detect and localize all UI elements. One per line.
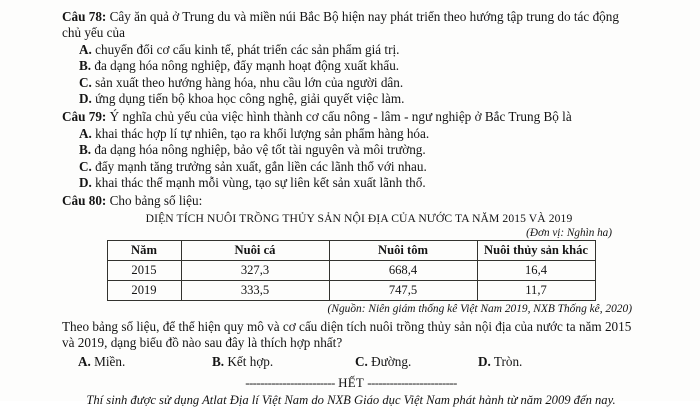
option-79-c-text: đẩy mạnh tăng trưởng sản xuất, gắn liền các lãnh thổ với nhau. — [91, 158, 427, 174]
question-80-prompt: Theo bảng số liệu, để thể hiện quy mô và cơ cấu diện tích nuôi trồng thủy sản nội địa của nước ta năm 2015 và 2019, dạng biểu đồ nào sau đây là thích hợp nhất? — [62, 318, 632, 351]
cell-shrimp-2019: 747,5 — [329, 280, 477, 300]
option-80-d[interactable] — [478, 353, 522, 370]
option-79-d[interactable] — [62, 175, 640, 191]
question-80-label: Câu 80: — [62, 193, 107, 209]
option-78-b-text: đa dạng hóa nông nghiệp, đẩy mạnh hoạt động xuất khẩu. — [91, 58, 400, 74]
option-78-a-text: chuyển đổi cơ cấu kinh tế, phát triển các sản phẩm giá trị. — [91, 41, 400, 57]
option-79-c-key: C. — [79, 158, 92, 174]
question-78-text: Cây ăn quả ở Trung du và miền núi Bắc Bộ hiện nay phát triển theo hướng tập trung do tác động chủ yếu của — [62, 9, 619, 41]
question-78-label: Câu 78: — [62, 9, 107, 24]
cell-other-2019: 11,7 — [477, 280, 595, 300]
table-header-fish: Nuôi cá — [181, 240, 329, 260]
table-header-year: Năm — [107, 240, 181, 260]
option-79-d-key: D. — [79, 175, 92, 191]
question-79-text: Ý nghĩa chủ yếu của việc hình thành cơ cấu nông - lâm - ngư nghiệp ở Bắc Trung Bộ là — [106, 109, 572, 125]
table-row — [107, 260, 595, 280]
option-80-d-text: Tròn. — [490, 353, 523, 369]
question-78 — [62, 9, 640, 107]
option-78-c-text: sản xuất theo hướng hàng hóa, nhu cầu lớn của người dân. — [91, 74, 404, 90]
question-80-options — [62, 353, 640, 371]
option-80-c-text: Đường. — [367, 353, 412, 369]
cell-fish-2019: 333,5 — [181, 280, 329, 300]
question-79 — [62, 109, 640, 191]
question-80-text: Cho bảng số liệu: — [106, 193, 203, 209]
cell-fish-2015: 327,3 — [181, 260, 329, 280]
option-78-c-key: C. — [79, 74, 92, 90]
page-content — [62, 9, 640, 408]
end-dashes-left: ------------------------ — [245, 374, 335, 390]
atlas-note: Thí sinh được sử dụng Atlat Địa lí Việt Nam do NXB Giáo dục Việt Nam phát hành từ năm 2009 đến nay. — [86, 392, 616, 407]
option-78-a[interactable] — [62, 42, 640, 58]
cell-other-2015: 16,4 — [477, 260, 595, 280]
question-78-stem — [62, 9, 640, 42]
data-table-unit: (Đơn vị: Nghìn ha) — [526, 226, 612, 239]
question-79-options — [62, 126, 640, 192]
option-79-b-key: B. — [79, 142, 92, 158]
option-80-b[interactable] — [212, 353, 273, 370]
option-79-a[interactable] — [62, 126, 640, 142]
end-dashes-right: ------------------------ — [367, 374, 457, 390]
end-word: HẾT — [334, 374, 368, 390]
table-row — [107, 280, 595, 300]
cell-year-2019: 2019 — [107, 280, 181, 300]
option-79-a-text: khai thác hợp lí tự nhiên, tạo ra khối lượng sản phẩm hàng hóa. — [91, 125, 430, 141]
option-79-d-text: khai thác thế mạnh mỗi vùng, tạo sự liên kết sản xuất lãnh thổ. — [91, 175, 426, 191]
data-table-title: DIỆN TÍCH NUÔI TRỒNG THỦY SẢN NỘI ĐỊA CỦA NƯỚC TA NĂM 2015 VÀ 2019 — [145, 211, 573, 225]
option-78-d-text: ứng dụng tiến bộ khoa học công nghệ, giải quyết việc làm. — [91, 91, 405, 107]
option-80-b-key: B. — [212, 353, 225, 369]
option-78-d-key: D. — [79, 91, 92, 107]
end-marker — [62, 375, 640, 391]
question-79-stem — [62, 109, 640, 125]
option-80-a[interactable] — [78, 353, 125, 370]
option-80-a-key: A. — [78, 353, 91, 369]
option-79-b-text: đa dạng hóa nông nghiệp, bảo vệ tốt tài nguyên và môi trường. — [91, 142, 426, 158]
option-79-b[interactable] — [62, 142, 640, 158]
table-header-row — [107, 240, 595, 260]
table-header-shrimp: Nuôi tôm — [329, 240, 477, 260]
data-table-source: (Nguồn: Niên giám thống kê Việt Nam 2019, NXB Thống kê, 2020) — [327, 302, 632, 315]
table-header-other: Nuôi thủy sản khác — [477, 240, 595, 260]
cell-shrimp-2015: 668,4 — [329, 260, 477, 280]
cell-year-2015: 2015 — [107, 260, 181, 280]
option-80-a-text: Miền. — [90, 353, 126, 369]
option-79-a-key: A. — [79, 125, 92, 141]
option-78-b-key: B. — [79, 58, 92, 74]
option-78-d[interactable] — [62, 91, 640, 107]
question-80 — [62, 193, 640, 370]
option-80-c-key: C. — [355, 353, 368, 369]
question-79-label: Câu 79: — [62, 109, 107, 125]
data-table — [107, 240, 596, 301]
option-80-b-text: Kết hợp. — [224, 353, 274, 369]
option-78-c[interactable] — [62, 75, 640, 91]
question-80-stem — [62, 193, 640, 209]
question-78-options — [62, 42, 640, 108]
option-78-a-key: A. — [79, 41, 92, 57]
option-79-c[interactable] — [62, 159, 640, 175]
option-80-c[interactable] — [355, 353, 411, 370]
option-78-b[interactable] — [62, 58, 640, 74]
option-80-d-key: D. — [478, 353, 491, 369]
